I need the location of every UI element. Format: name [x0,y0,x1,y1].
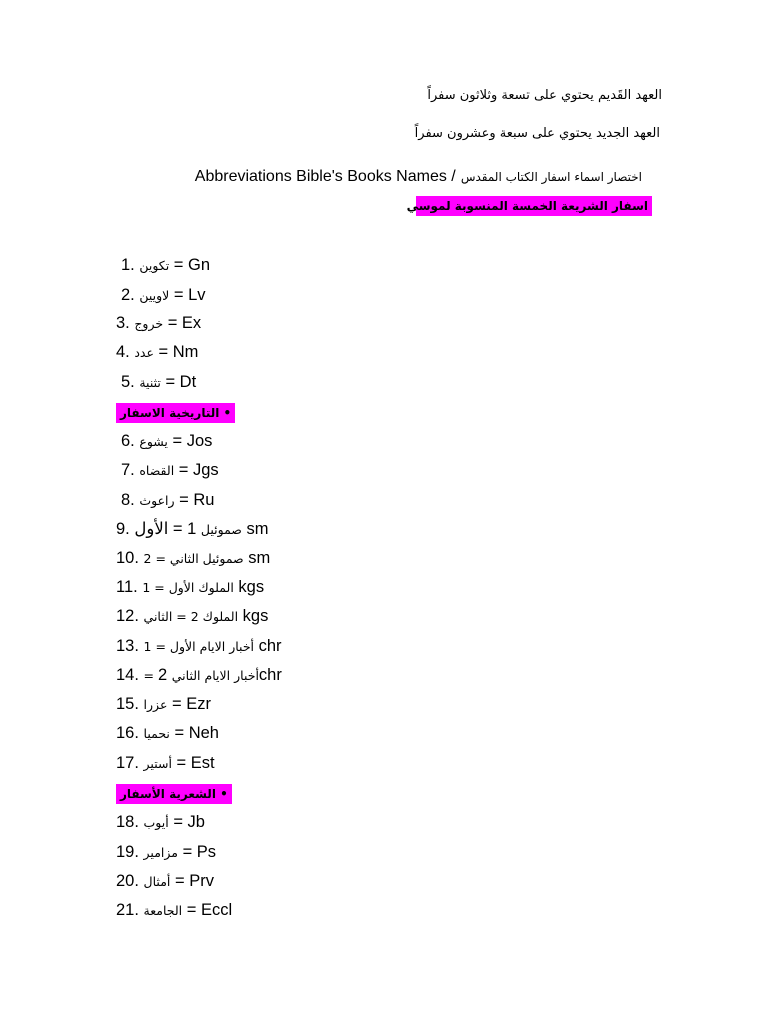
item-arabic: 1 = أخبار الايام الأول [143,639,255,654]
item-number: 14. [116,666,139,684]
item-number: 10. [116,549,139,567]
item-abbr: 2chr [157,666,282,684]
item-arabic: عزرا [143,697,168,712]
list-item [116,606,268,627]
list-item [116,665,282,686]
item-arabic: الجامعة [143,903,183,918]
list-item [116,342,198,363]
item-abbr: = Jgs [178,461,219,479]
item-arabic: يشوع [139,434,168,449]
item-arabic: تثنية [139,375,161,390]
item-number: 7. [121,461,135,479]
list-item [116,842,216,863]
list-item [116,577,264,598]
item-arabic: الملوك 2 = الثاني [143,609,239,624]
item-arabic: أستير [143,756,172,771]
section-heading-law: اسفار الشريعة الخمسة المنسوبة لموسي [416,196,652,216]
list-item [121,372,196,393]
item-arabic: عدد [134,345,154,360]
item-abbr: = Jb [173,813,205,831]
item-abbr: kgs [242,607,269,625]
item-abbr: = Lv [173,286,206,304]
list-item [116,723,219,744]
item-number: 17. [116,754,139,772]
list-item [116,548,270,569]
item-number: 19. [116,843,139,861]
list-item [116,694,211,715]
item-abbr: = Est [176,754,215,772]
item-number: 15. [116,695,139,713]
item-abbr: kgs [238,578,265,596]
document-title [195,166,648,186]
item-arabic: أمثال [143,874,171,889]
item-number: 11. [116,578,138,596]
item-abbr: = Ps [182,843,217,861]
item-arabic: أيوب [143,815,169,830]
item-number: 6. [121,432,135,450]
item-arabic: تكوين [139,258,170,273]
section-heading-poetic: • الشعرية الأسفار [116,784,232,804]
item-arabic: = أخبار الايام الثاني [143,668,259,683]
item-arabic: صموئيل [200,522,242,537]
list-item [116,812,205,833]
item-arabic: نحميا [143,726,170,741]
item-arabic: 2 = صموئيل الثاني [143,551,244,566]
item-number: 5. [121,373,135,391]
intro-new-testament: العهد الجديد يحتوي على سبعة وعشرون سفراً [414,126,660,141]
item-abbr: = Ru [179,491,215,509]
item-arabic: خروج [134,316,164,331]
list-item [121,431,212,452]
list-item [116,871,214,892]
item-number: 4. [116,343,130,361]
item-abbr: = Eccl [186,901,233,919]
item-abbr: = Gn [173,256,211,274]
item-arabic: مزامير [143,845,178,860]
list-item [121,255,210,276]
item-abbr: = Nm [158,343,199,361]
list-item [116,636,282,657]
item-arabic: لاويين [139,288,170,303]
item-abbr: = Dt [165,373,197,391]
list-item [116,313,201,334]
item-number: 21. [116,901,139,919]
list-item [121,490,214,511]
item-number: 16. [116,724,139,742]
list-item [116,519,269,540]
item-number: 3. [116,314,130,332]
item-abbr: = Prv [174,872,214,890]
item-number: 12. [116,607,139,625]
list-item [116,753,215,774]
item-abbr: chr [258,637,282,655]
item-number: 9. [116,520,130,538]
item-number: 8. [121,491,135,509]
item-abbr: = Neh [174,724,219,742]
item-number: 13. [116,637,139,655]
item-abbr: = Ex [167,314,202,332]
list-item [121,460,219,481]
title-arabic: اختصار اسماء اسفار الكتاب المقدس [460,170,642,184]
item-number: 1. [121,256,135,274]
list-item [116,900,232,921]
list-item [121,285,206,306]
intro-old-testament: العهد القَديم يحتوي على تسعة وثلاثون سفراً [427,88,662,103]
item-arabic: 1 = الملوك الأول [142,580,234,595]
item-abbr: = Ezr [172,695,211,713]
item-abbr: sm [248,549,271,567]
section-heading-historical: • التاريخية الاسفار [116,403,235,423]
item-number: 20. [116,872,139,890]
item-abbr: = Jos [172,432,213,450]
item-number: 2. [121,286,135,304]
item-number: 18. [116,813,139,831]
item-arabic: القضاه [139,463,175,478]
item-abbr: 1 = الأول sm [134,520,269,538]
title-english: Abbreviations Bible's Books Names / [194,168,456,185]
item-arabic: راعوث [139,493,175,508]
